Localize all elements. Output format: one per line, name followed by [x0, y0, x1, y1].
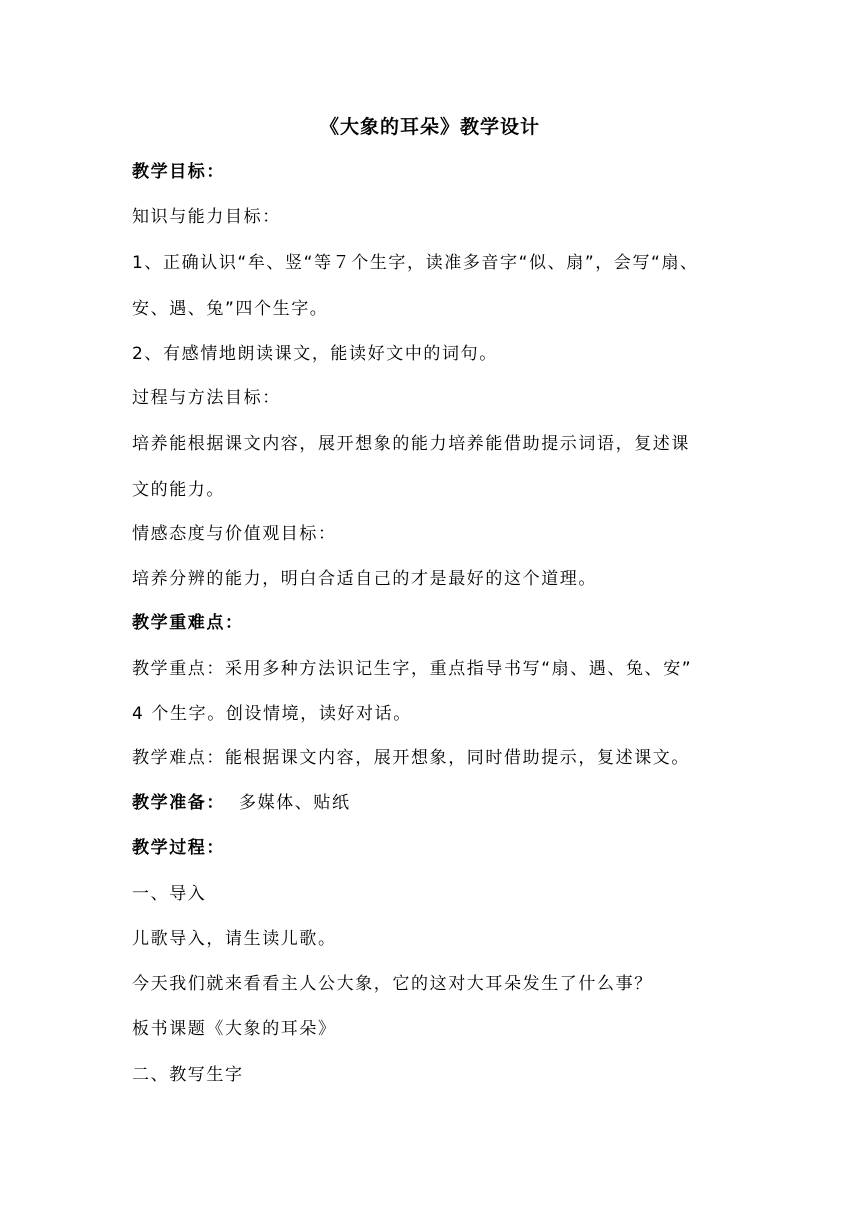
key-point-line-1: 教学重点：采用多种方法识记生字，重点指导书写“扇、遇、兔、安” [132, 659, 693, 679]
process-line-2: 文的能力。 [132, 480, 225, 500]
knowledge-item-2: 2、有感情地朗读课文，能读好文中的词句。 [132, 344, 498, 364]
procedure-heading: 教学过程： [132, 838, 225, 858]
knowledge-heading: 知识与能力目标： [132, 207, 281, 227]
step-1-heading: 一、导入 [132, 884, 207, 904]
knowledge-item-1-line-2: 安、遇、兔”四个生字。 [132, 299, 329, 319]
step-1-line-3: 板书课题《大象的耳朵》 [132, 1019, 337, 1039]
emotion-text: 培养分辨的能力，明白合适自己的才是最好的这个道理。 [132, 569, 597, 589]
key-point-line-2: 4 个生字。创设情境，读好对话。 [132, 704, 412, 724]
step-1-line-1: 儿歌导入，请生读儿歌。 [132, 929, 337, 949]
process-line-1: 培养能根据课文内容，展开想象的能力培养能借助提示词语，复述课 [132, 434, 690, 454]
key-points-heading: 教学重难点： [132, 613, 244, 633]
difficulty-text: 教学难点：能根据课文内容，展开想象，同时借助提示，复述课文。 [132, 748, 690, 768]
document-title: 《大象的耳朵》教学设计 [319, 116, 540, 138]
objectives-heading: 教学目标： [132, 162, 225, 182]
emotion-heading: 情感态度与价值观目标： [132, 524, 337, 544]
step-1-line-2: 今天我们就来看看主人公大象，它的这对大耳朵发生了什么事？ [132, 974, 653, 994]
preparation-value: 多媒体、贴纸 [239, 793, 351, 813]
step-2-heading: 二、教写生字 [132, 1065, 244, 1085]
process-heading: 过程与方法目标： [132, 388, 281, 408]
knowledge-item-1-line-1: 1、正确认识“牟、竖“等７个生字，读准多音字“似、扇”，会写“扇、 [132, 253, 699, 273]
preparation-label: 教学准备： [132, 793, 225, 813]
preparation-row [132, 791, 742, 815]
